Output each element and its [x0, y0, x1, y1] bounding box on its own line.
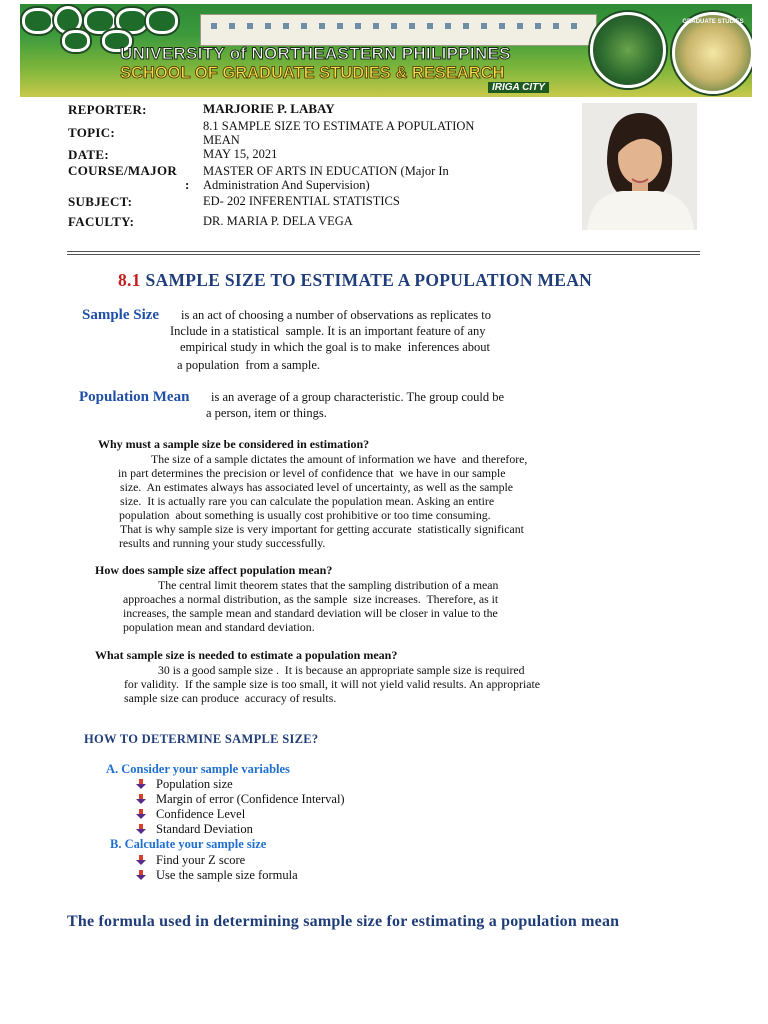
answer-line: 30 is a good sample size . It is because an appropriate sample size is required	[158, 663, 525, 677]
list-item	[136, 853, 245, 868]
sample-size-term: Sample Size	[82, 307, 160, 323]
section-number: 8.1	[118, 270, 141, 290]
topic-value-cont: MEAN	[203, 133, 240, 147]
list-item	[136, 868, 298, 883]
sample-size-definition	[82, 306, 159, 324]
university-name: UNIVERSITY of NORTHEASTERN PHILIPPINES	[120, 44, 511, 63]
divider	[67, 251, 700, 252]
answer-line: increases, the sample mean and standard deviation will be closer in value to the	[123, 606, 498, 620]
faculty-label: FACULTY:	[68, 214, 135, 229]
arrow-bullet-icon	[136, 855, 146, 865]
section-title-text: SAMPLE SIZE TO ESTIMATE A POPULATION MEAN	[145, 270, 593, 290]
answer-line: for validity. If the sample size is too small, it will not yield valid results. An appropriate	[124, 677, 540, 691]
date-label: DATE:	[68, 147, 109, 162]
topic-label: TOPIC:	[68, 125, 116, 140]
course-major-colon: :	[185, 177, 190, 192]
sample-size-line: Include in a statistical sample. It is an important feature of any	[170, 324, 486, 338]
list-item-label: Find your Z score	[156, 853, 246, 867]
list-item-label: Confidence Level	[156, 807, 246, 821]
sample-size-line: a population from a sample.	[177, 358, 321, 372]
how-to-heading: HOW TO DETERMINE SAMPLE SIZE?	[84, 732, 319, 746]
graduate-studies-seal-icon	[672, 12, 752, 94]
seal-text: GRADUATE STUDIES	[682, 19, 744, 25]
subject-value: ED- 202 INFERENTIAL STATISTICS	[203, 194, 400, 208]
list-item-label: Population size	[156, 777, 233, 791]
emblem-icon	[146, 8, 178, 34]
emblem-icon	[22, 8, 54, 34]
arrow-bullet-icon	[136, 809, 146, 819]
population-mean-line: a person, item or things.	[206, 406, 327, 420]
answer-line: That is why sample size is very important for getting accurate statistically significant	[120, 522, 524, 536]
sample-size-line: is an act of choosing a number of observations as replicates to	[181, 308, 491, 322]
answer-line: sample size can produce accuracy of results.	[124, 691, 337, 705]
answer-line: The size of a sample dictates the amount of information we have and therefore,	[151, 452, 528, 466]
reporter-photo	[582, 103, 697, 230]
campus-building-image	[200, 14, 597, 46]
reporter-label: REPORTER:	[68, 102, 147, 117]
list-item-label: Standard Deviation	[156, 822, 253, 836]
answer-line: results and running your study successfully.	[119, 536, 326, 550]
list-item	[136, 822, 253, 837]
divider	[67, 254, 700, 255]
arrow-bullet-icon	[136, 779, 146, 789]
answer-line: population mean and standard deviation.	[123, 620, 315, 634]
sample-size-line: empirical study in which the goal is to make inferences about	[180, 340, 490, 354]
faculty-value: DR. MARIA P. DELA VEGA	[203, 214, 353, 228]
list-item	[136, 777, 233, 792]
city-tag: IRIGA CITY	[488, 82, 549, 93]
course-major-value: MASTER OF ARTS IN EDUCATION (Major In	[203, 164, 449, 178]
date-value: MAY 15, 2021	[203, 147, 278, 161]
list-item	[136, 807, 245, 822]
answer-line: size. An estimates always has associated level of uncertainty, as well as the sample	[120, 480, 513, 494]
course-major-label: COURSE/MAJOR	[68, 163, 178, 178]
population-mean-definition	[79, 388, 189, 406]
answer-line: in part determines the precision or level of confidence that we have in our sample	[118, 466, 506, 480]
population-mean-line: is an average of a group characteristic. The group could be	[211, 390, 505, 404]
university-seal-icon	[590, 12, 666, 88]
answer-line: population about something is usually cost prohibitive or too time consuming.	[119, 508, 491, 522]
university-banner	[20, 4, 752, 97]
question-heading: What sample size is needed to estimate a population mean?	[95, 648, 398, 662]
answer-line: The central limit theorem states that the sampling distribution of a mean	[158, 578, 499, 592]
step-a-label: A. Consider your sample variables	[106, 762, 290, 776]
arrow-bullet-icon	[136, 794, 146, 804]
reporter-value: MARJORIE P. LABAY	[203, 101, 335, 116]
arrow-bullet-icon	[136, 824, 146, 834]
list-item-label: Use the sample size formula	[156, 868, 298, 882]
arrow-bullet-icon	[136, 870, 146, 880]
formula-heading: The formula used in determining sample size for estimating a population mean	[67, 913, 620, 930]
subject-label: SUBJECT:	[68, 194, 133, 209]
section-title	[118, 270, 592, 291]
emblem-icon	[62, 30, 90, 52]
question-heading: How does sample size affect population mean?	[95, 563, 333, 577]
question-heading: Why must a sample size be considered in estimation?	[98, 437, 370, 451]
school-name: SCHOOL OF GRADUATE STUDIES & RESEARCH	[120, 64, 505, 82]
answer-line: approaches a normal distribution, as the sample size increases. Therefore, as it	[123, 592, 499, 606]
course-major-value-cont: Administration And Supervision)	[203, 178, 370, 192]
answer-line: size. It is actually rare you can calculate the population mean. Asking an entire	[120, 494, 495, 508]
population-mean-term: Population Mean	[79, 389, 190, 405]
list-item	[136, 792, 345, 807]
step-b-label: B. Calculate your sample size	[110, 837, 267, 851]
topic-value: 8.1 SAMPLE SIZE TO ESTIMATE A POPULATION	[203, 119, 475, 133]
list-item-label: Margin of error (Confidence Interval)	[156, 792, 345, 806]
